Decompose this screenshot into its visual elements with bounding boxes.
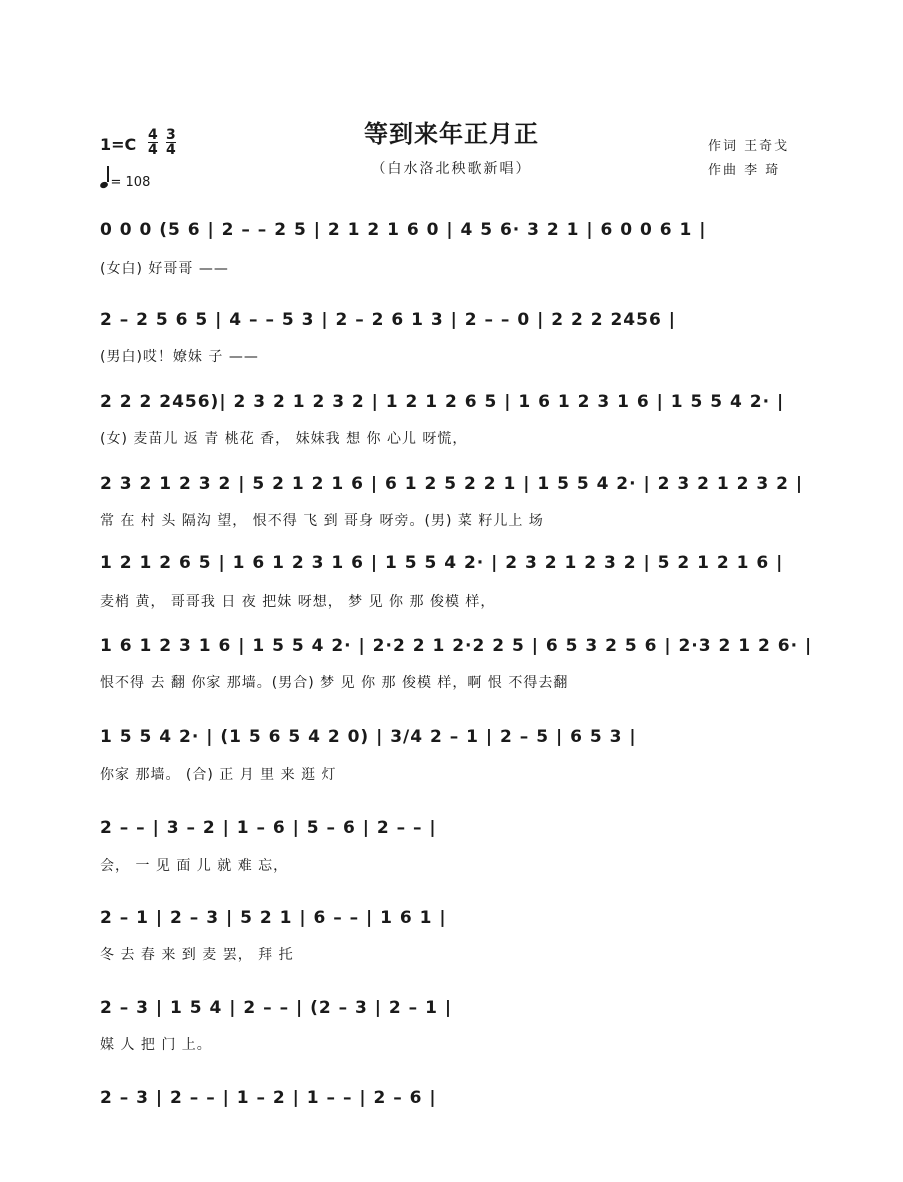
lyric-line-5: 麦梢 黄， 哥哥我 日 夜 把妹 呀想， 梦 见 你 那 俊模 样， bbox=[100, 594, 496, 610]
key-signature: 1=C bbox=[100, 135, 137, 154]
lyric-line-8: 会， 一 见 面 儿 就 难 忘， bbox=[100, 858, 289, 874]
time-sig-a-numerator: 4 bbox=[148, 127, 158, 143]
time-signature-a bbox=[148, 128, 158, 157]
notation-line-6: 1 6 1 2 3 1 6 | 1 5 5 4 2· | 2·2 2 1 2·2 2 5 | 6 5 3 2 5 6 | 2·3 2 1 2 6· | bbox=[100, 636, 813, 656]
notation-line-1: 0 0 0 (5 6 | 2 – – 2 5 | 2 1 2 1 6 0 | 4 5 6· 3 2 1 | 6 0 0 6 1 | bbox=[100, 220, 707, 240]
lyric-line-7: 你家 那墙。 (合) 正 月 里 来 逛 灯 bbox=[100, 767, 337, 783]
tempo-marking bbox=[100, 170, 150, 190]
lyric-line-2: (男白)哎！嫽妹 子 —— bbox=[100, 349, 259, 365]
time-signature-b bbox=[166, 128, 176, 157]
lyric-line-6: 恨不得 去 翻 你家 那墙。(男合) 梦 见 你 那 俊模 样，啊 恨 不得去翻 bbox=[100, 675, 569, 691]
lyric-line-10: 媒 人 把 门 上。 bbox=[100, 1037, 212, 1053]
tempo-value: = 108 bbox=[110, 175, 151, 190]
time-sig-a-denominator: 4 bbox=[148, 142, 158, 158]
lyric-line-3: (女) 麦苗儿 返 青 桃花 香， 妹妹我 想 你 心儿 呀慌， bbox=[100, 431, 468, 447]
note-stem bbox=[107, 166, 109, 182]
notation-line-11: 2 – 3 | 2 – – | 1 – 2 | 1 – – | 2 – 6 | bbox=[100, 1088, 437, 1108]
time-sig-b-numerator: 3 bbox=[166, 127, 176, 143]
song-title: 等到来年正月正 bbox=[364, 120, 539, 148]
notation-line-9: 2 – 1 | 2 – 3 | 5 2 1 | 6 – – | 1 6 1 | bbox=[100, 908, 447, 928]
lyric-line-4: 常 在 村 头 隔沟 望， 恨不得 飞 到 哥身 呀旁。(男) 菜 籽儿上 场 bbox=[100, 513, 544, 529]
lyric-line-9: 冬 去 春 来 到 麦 罢， 拜 托 bbox=[100, 947, 294, 963]
composer-credit: 作曲 李 琦 bbox=[708, 163, 781, 178]
notation-line-5: 1 2 1 2 6 5 | 1 6 1 2 3 1 6 | 1 5 5 4 2· | 2 3 2 1 2 3 2 | 5 2 1 2 1 6 | bbox=[100, 553, 784, 573]
quarter-note-icon bbox=[99, 181, 109, 189]
time-sig-b-denominator: 4 bbox=[166, 142, 176, 158]
lyricist-credit: 作词 王奇戈 bbox=[708, 139, 790, 154]
notation-line-10: 2 – 3 | 1 5 4 | 2 – – | (2 – 3 | 2 – 1 | bbox=[100, 998, 453, 1018]
notation-line-4: 2 3 2 1 2 3 2 | 5 2 1 2 1 6 | 6 1 2 5 2 2 1 | 1 5 5 4 2· | 2 3 2 1 2 3 2 | bbox=[100, 474, 804, 494]
notation-line-7: 1 5 5 4 2· | (1 5 6 5 4 2 0) | 3/4 2 – 1 | 2 – 5 | 6 5 3 | bbox=[100, 727, 637, 747]
song-subtitle: （白水洛北秧歌新唱） bbox=[371, 161, 532, 177]
notation-line-8: 2 – – | 3 – 2 | 1 – 6 | 5 – 6 | 2 – – | bbox=[100, 818, 437, 838]
notation-line-2: 2 – 2 5 6 5 | 4 – – 5 3 | 2 – 2 6 1 3 | 2 – – 0 | 2 2 2 2456 | bbox=[100, 310, 676, 330]
notation-line-3: 2 2 2 2456)| 2 3 2 1 2 3 2 | 1 2 1 2 6 5 | 1 6 1 2 3 1 6 | 1 5 5 4 2· | bbox=[100, 392, 785, 412]
lyric-line-1: (女白) 好哥哥 —— bbox=[100, 261, 229, 277]
